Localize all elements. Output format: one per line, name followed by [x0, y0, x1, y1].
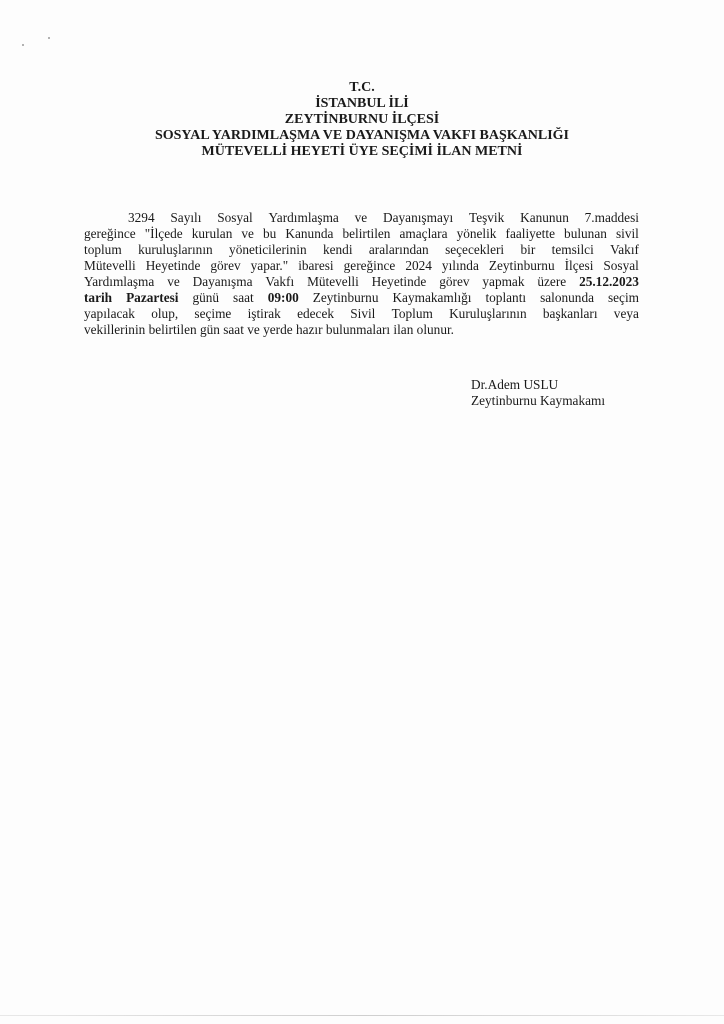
- word: Mütevelli: [307, 274, 359, 289]
- body-line-1: [84, 210, 639, 226]
- document-header: [0, 80, 724, 160]
- word: yapar.": [250, 258, 289, 273]
- word: 3294: [128, 210, 155, 225]
- word: Kanunun: [520, 210, 569, 225]
- word: salonunda: [540, 290, 594, 305]
- header-line-province: İSTANBUL İLİ: [315, 96, 409, 111]
- word: sivil: [615, 226, 639, 241]
- word: aralarından: [368, 242, 429, 257]
- word: kurulan: [191, 226, 233, 241]
- word: yapılacak: [84, 306, 135, 321]
- word: yılında: [441, 258, 479, 273]
- word: bir: [520, 242, 536, 257]
- word: Dayanışma: [192, 274, 253, 289]
- word: seçim: [607, 290, 639, 305]
- header-line-district: ZEYTİNBURNU İLÇESİ: [284, 112, 440, 127]
- word: "İlçede: [144, 226, 183, 241]
- scan-speck: [48, 37, 50, 39]
- word: kuruluşlarının: [138, 242, 213, 257]
- header-line-tc: T.C.: [349, 80, 375, 95]
- word: yönelik: [456, 226, 497, 241]
- word: Yardımlaşma: [84, 274, 155, 289]
- word: toplantı: [485, 290, 527, 305]
- signatory-title: Zeytinburnu Kaymakamı: [471, 393, 606, 408]
- word: seçecekleri: [445, 242, 505, 257]
- word: ve: [241, 226, 254, 241]
- word: Kanunda: [285, 226, 334, 241]
- word: Sosyal: [217, 210, 253, 225]
- word: Yardımlaşma: [268, 210, 339, 225]
- body-line-8: [84, 322, 639, 338]
- word: yöneticilerinin: [229, 242, 307, 257]
- word: Sosyal: [603, 258, 639, 273]
- word: saat: [233, 290, 254, 305]
- word: İlçesi: [564, 258, 594, 273]
- word: temsilci: [551, 242, 594, 257]
- word: başkanları: [542, 306, 598, 321]
- word: kendi: [322, 242, 353, 257]
- word: Sayılı: [170, 210, 202, 225]
- word: Vakıf: [610, 242, 639, 257]
- word: yapmak: [482, 274, 525, 289]
- word: Dayanışmayı: [383, 210, 454, 225]
- signature-block: [471, 377, 605, 409]
- header-line-announcement-title: MÜTEVELLİ HEYETİ ÜYE SEÇİMİ İLAN METNİ: [201, 144, 523, 159]
- scan-speck: [22, 44, 24, 46]
- word: Toplum: [391, 306, 433, 321]
- word: günü: [192, 290, 220, 305]
- word: iştirak: [247, 306, 281, 321]
- word: toplum: [84, 242, 122, 257]
- announcement-body: [84, 210, 639, 338]
- word: üzere: [537, 274, 567, 289]
- word: tarih: [84, 290, 113, 305]
- word: edecek: [297, 306, 334, 321]
- word: ve: [167, 274, 180, 289]
- word: 7.maddesi: [584, 210, 639, 225]
- word: olup,: [151, 306, 179, 321]
- word: Heyetinde: [145, 258, 201, 273]
- word: Mütevelli: [84, 258, 136, 273]
- body-line-6: [84, 290, 639, 306]
- word: Kuruluşlarının: [449, 306, 527, 321]
- word: gereğince: [343, 258, 396, 273]
- word: Heyetinde: [371, 274, 427, 289]
- body-line-2: [84, 226, 639, 242]
- word: Pazartesi: [126, 290, 179, 305]
- word: gereğince: [84, 226, 136, 241]
- word: bulunan: [564, 226, 607, 241]
- word: Vakfı: [265, 274, 295, 289]
- word: görev: [210, 258, 241, 273]
- body-line-3: [84, 242, 639, 258]
- word: Kaymakamlığı: [392, 290, 472, 305]
- word: görev: [439, 274, 470, 289]
- scan-bottom-edge: [0, 1015, 724, 1016]
- meeting-time: 09:00: [267, 290, 299, 305]
- word: faaliyette: [505, 226, 555, 241]
- word: veya: [613, 306, 639, 321]
- word: 2024: [405, 258, 432, 273]
- word: Zeytinburnu: [312, 290, 379, 305]
- body-line-8-text: vekillerinin belirtilen gün saat ve yerde hazır bulunmaları ilan olunur.: [84, 322, 454, 337]
- word: Zeytinburnu: [488, 258, 555, 273]
- word: Sivil: [350, 306, 376, 321]
- body-line-5: [84, 274, 639, 290]
- word: bu: [263, 226, 277, 241]
- word: seçime: [194, 306, 232, 321]
- signatory-name: Dr.Adem USLU: [471, 377, 559, 392]
- meeting-date: 25.12.2023: [579, 274, 639, 289]
- word: belirtilen: [342, 226, 391, 241]
- word: ibaresi: [298, 258, 334, 273]
- body-line-7: [84, 306, 639, 322]
- body-line-4: [84, 258, 639, 274]
- word: Teşvik: [469, 210, 505, 225]
- word: amaçlara: [399, 226, 448, 241]
- word: ve: [354, 210, 368, 225]
- header-line-foundation: SOSYAL YARDIMLAŞMA VE DAYANIŞMA VAKFI BAŞKANLIĞI: [154, 128, 570, 143]
